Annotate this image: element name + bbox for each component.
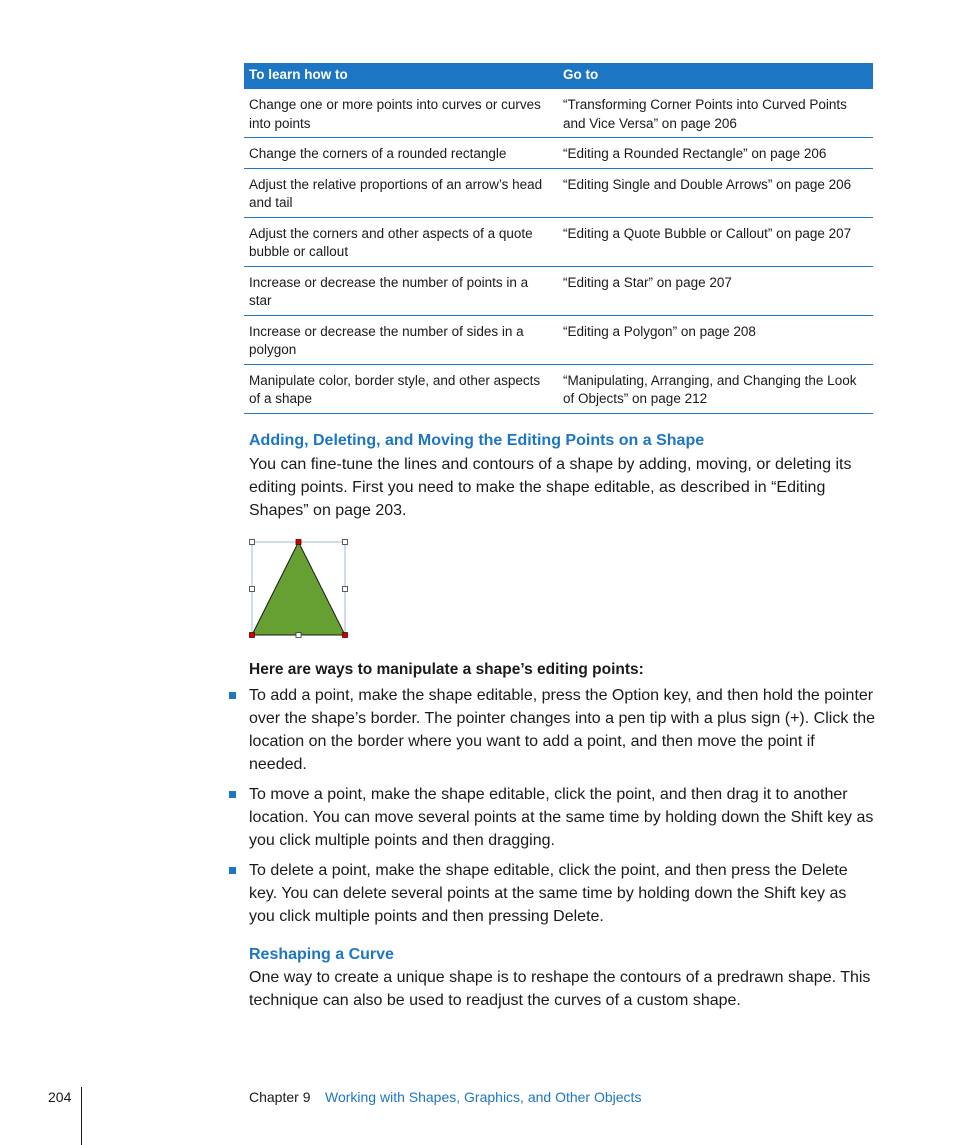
list-item (229, 859, 875, 928)
chapter-title-link[interactable]: Working with Shapes, Graphics, and Other Objects (325, 1089, 642, 1105)
section-heading-reshaping: Reshaping a Curve (249, 946, 394, 963)
table-row (244, 138, 873, 169)
table-cell-reference[interactable]: “Transforming Corner Points into Curved Points and Vice Versa” on page 206 (558, 89, 873, 138)
table-row (244, 266, 873, 315)
table-row (244, 217, 873, 266)
table-cell-reference[interactable]: “Editing a Star” on page 207 (558, 266, 873, 315)
table-cell-reference[interactable]: “Manipulating, Arranging, and Changing the Look of Objects” on page 212 (558, 364, 873, 413)
editing-point-bottom-right[interactable] (343, 633, 348, 638)
table-cell-task: Increase or decrease the number of sides in a polygon (244, 315, 558, 364)
table-cell-reference[interactable]: “Editing a Quote Bubble or Callout” on page 207 (558, 217, 873, 266)
editing-point-bottom-left[interactable] (250, 633, 255, 638)
square-bullet-icon (229, 791, 236, 798)
square-bullet-icon (229, 867, 236, 874)
reference-table (244, 63, 873, 414)
table-cell-task: Change the corners of a rounded rectangle (244, 138, 558, 169)
list-item (229, 783, 875, 852)
table-cell-task: Adjust the relative proportions of an arrow’s head and tail (244, 168, 558, 217)
triangle-shape-figure (246, 537, 350, 641)
section-intro-paragraph: You can fine-tune the lines and contours of a shape by adding, moving, or deleting its editing points. First you need to make the shape editable, as described in “Editing Shapes” on page 203. (249, 456, 852, 519)
reshaping-paragraph: One way to create a unique shape is to reshape the contours of a predrawn shape. This technique can also be used to readjust the curves of a custom shape. (249, 969, 871, 1009)
list-item-text: To delete a point, make the shape editable, click the point, and then press the Delete key. You can delete several points at the same time by holding down the Shift key as you click multiple points and then pressing Delete. (249, 862, 848, 925)
selection-handle-mid-right[interactable] (343, 587, 348, 592)
list-item-text: To add a point, make the shape editable, press the Option key, and then hold the pointer over the shape’s border. The pointer changes into a pen tip with a plus sign (+). Click the location on the border where you want to add a point, and then move the point if needed. (249, 687, 875, 773)
section-heading-editing-points: Adding, Deleting, and Moving the Editing Points on a Shape (249, 432, 705, 449)
table-cell-task: Increase or decrease the number of points in a star (244, 266, 558, 315)
selection-handle-top-right[interactable] (343, 540, 348, 545)
table-row (244, 364, 873, 413)
table-row (244, 89, 873, 138)
column-header-goto: Go to (558, 63, 873, 89)
table-cell-reference[interactable]: “Editing a Rounded Rectangle” on page 206 (558, 138, 873, 169)
bullets-lead-in: Here are ways to manipulate a shape’s editing points: (249, 661, 644, 678)
table-cell-reference[interactable]: “Editing a Polygon” on page 208 (558, 315, 873, 364)
selection-handle-mid-left[interactable] (250, 587, 255, 592)
chapter-label: Chapter 9 (249, 1089, 311, 1105)
triangle-shape[interactable] (252, 542, 345, 635)
editing-points-list (229, 684, 875, 935)
column-header-learn: To learn how to (244, 63, 558, 89)
selection-handle-top-left[interactable] (250, 540, 255, 545)
footer-divider (81, 1087, 82, 1145)
selection-handle-bottom-mid[interactable] (296, 633, 301, 638)
table-cell-task: Change one or more points into curves or curves into points (244, 89, 558, 138)
page-number: 204 (48, 1089, 72, 1105)
table-header-row (244, 63, 873, 89)
square-bullet-icon (229, 692, 236, 699)
list-item (229, 684, 875, 776)
table-row (244, 168, 873, 217)
table-cell-task: Adjust the corners and other aspects of a quote bubble or callout (244, 217, 558, 266)
list-item-text: To move a point, make the shape editable, click the point, and then drag it to another location. You can move several points at the same time by holding down the Shift key as you click multiple points and then dragging. (249, 786, 874, 849)
table-row (244, 315, 873, 364)
table-cell-task: Manipulate color, border style, and other aspects of a shape (244, 364, 558, 413)
table-cell-reference[interactable]: “Editing Single and Double Arrows” on page 206 (558, 168, 873, 217)
editing-point-top[interactable] (296, 540, 301, 545)
